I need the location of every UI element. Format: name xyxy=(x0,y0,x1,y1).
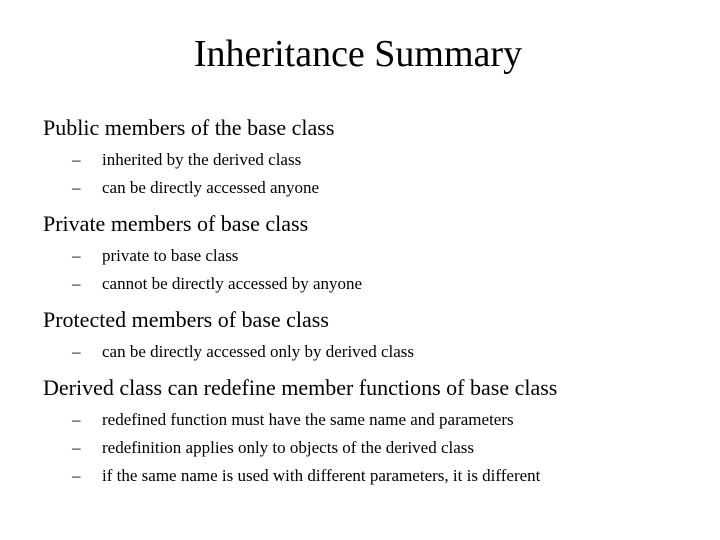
bullet-section xyxy=(43,114,713,202)
dash-bullet-icon: – xyxy=(72,150,81,169)
sub-bullet-list xyxy=(43,242,713,298)
dash-bullet-icon: – xyxy=(72,274,81,293)
sub-bullet xyxy=(43,242,713,270)
sub-bullet xyxy=(43,146,713,174)
sub-bullet-list xyxy=(43,338,713,366)
sub-bullet-list xyxy=(43,406,713,490)
bullet-section xyxy=(43,374,713,490)
sub-bullet-text: can be directly accessed only by derived class xyxy=(102,342,415,361)
dash-bullet-icon: – xyxy=(72,410,81,429)
dash-bullet-icon: – xyxy=(72,178,81,197)
sub-bullet-text: private to base class xyxy=(102,246,239,265)
dash-bullet-icon: – xyxy=(72,246,81,265)
main-bullet: Private members of base class xyxy=(43,211,309,236)
sub-bullet xyxy=(43,338,713,366)
dash-bullet-icon: – xyxy=(72,466,81,485)
sub-bullet-text: cannot be directly accessed by anyone xyxy=(102,274,363,293)
bullet-section xyxy=(43,210,713,298)
sub-bullet-text: redefined function must have the same name and parameters xyxy=(102,410,514,429)
bullet-list xyxy=(43,114,713,498)
sub-bullet xyxy=(43,406,713,434)
slide-title: Inheritance Summary xyxy=(193,33,523,75)
sub-bullet xyxy=(43,462,713,490)
sub-bullet xyxy=(43,270,713,298)
dash-bullet-icon: – xyxy=(72,342,81,361)
dash-bullet-icon: – xyxy=(72,438,81,457)
sub-bullet-text: redefinition applies only to objects of the derived class xyxy=(102,438,475,457)
main-bullet: Public members of the base class xyxy=(43,115,335,140)
main-bullet: Protected members of base class xyxy=(43,307,329,332)
sub-bullet-text: can be directly accessed anyone xyxy=(102,178,320,197)
sub-bullet-text: inherited by the derived class xyxy=(102,150,302,169)
sub-bullet xyxy=(43,174,713,202)
sub-bullet-text: if the same name is used with different parameters, it is different xyxy=(102,466,541,485)
main-bullet: Derived class can redefine member functions of base class xyxy=(43,375,558,400)
bullet-section xyxy=(43,306,713,366)
sub-bullet xyxy=(43,434,713,462)
sub-bullet-list xyxy=(43,146,713,202)
